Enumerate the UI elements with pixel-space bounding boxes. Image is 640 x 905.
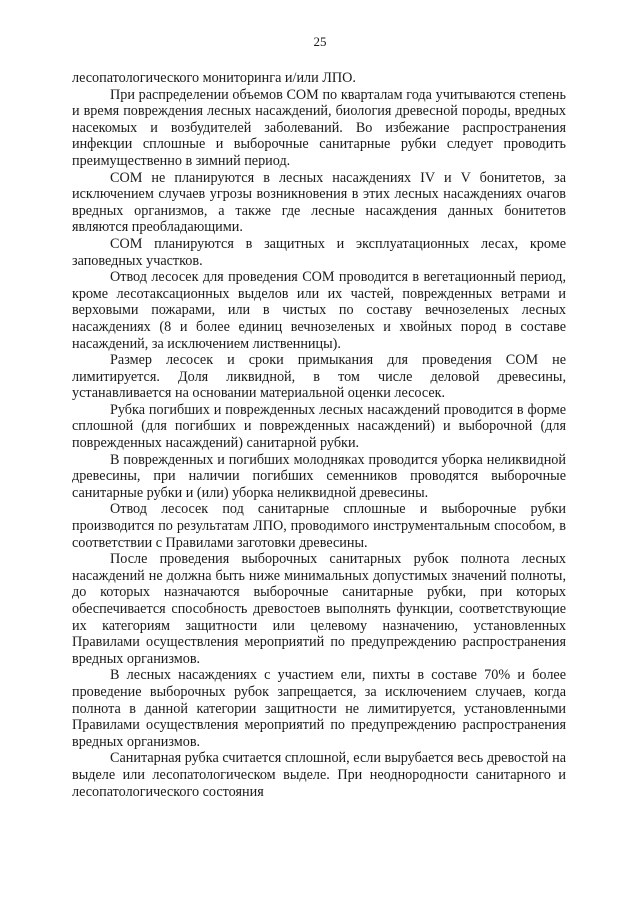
paragraph-allotment-period: Отвод лесосек для проведения СОМ проводится в вегетационный период, кроме лесотаксационных выделов или их частей, поврежденных ветрами и верховыми пожарами, или в чистых по составу вечнозеленых лесных насаждениях (8 и более единиц вечнозеленых и хвойных пород в составе насаждений, за исключением лиственницы). [72, 269, 566, 352]
paragraph-protective-forests: СОМ планируются в защитных и эксплуатационных лесах, кроме заповедных участков. [72, 235, 566, 269]
paragraph-spruce-fir: В лесных насаждениях с участием ели, пихты в составе 70% и более проведение выборочных рубок запрещается, за исключением случаев, когда полнота в данной категории защитности не лимитируется, установленными Правилами осуществления мероприятий по предупреждению распространения вредных организмов. [72, 667, 566, 750]
paragraph-allotment-size: Размер лесосек и сроки примыкания для проведения СОМ не лимитируется. Доля ликвидной, в том числе деловой древесины, устанавливается на основании материальной оценки лесосек. [72, 352, 566, 402]
page-number: 25 [313, 34, 327, 49]
paragraph-allotment-lpo: Отвод лесосек под санитарные сплошные и выборочные рубки производится по результатам ЛПО, проводимого инструментальным способом, в соответствии с Правилами заготовки древесины. [72, 501, 566, 551]
paragraph-som-distribution: При распределении объемов СОМ по кварталам года учитываются степень и время повреждения лесных насаждений, биология древесной породы, вредных насекомых и возбудителей заболеваний. Во избежание распространения инфекции сплошные и выборочные санитарные рубки следует проводить преимущественно в зимний период. [72, 86, 566, 169]
paragraph-felling-forms: Рубка погибших и поврежденных лесных насаждений проводится в форме сплошной (для погибших и поврежденных насаждений) и выборочной (для поврежденных насаждений) санитарной рубки. [72, 401, 566, 452]
paragraph-young-stands: В поврежденных и погибших молодняках проводится уборка неликвидной древесины, при наличии погибших семенников проводятся выборочные санитарные рубки и (или) уборка неликвидной древесины. [72, 451, 566, 501]
paragraph-clear-cutting: Санитарная рубка считается сплошной, если вырубается весь древостой на выделе или лесопатологическом выделе. При неоднородности санитарного и лесопатологического состояния [72, 750, 566, 800]
paragraph-bonitet-exclusion: СОМ не планируются в лесных насаждениях IV и V бонитетов, за исключением случаев угрозы возникновения в этих лесных насаждениях очагов вредных организмов, а также где лесные насаждения данных бонитетов являются преобладающими. [72, 169, 566, 236]
document-body [72, 70, 566, 800]
paragraph-continuation: лесопатологического мониторинга и/или ЛПО. [72, 70, 356, 86]
paragraph-stand-density: После проведения выборочных санитарных рубок полнота лесных насаждений не должна быть ниже минимальных допустимых значений полноты, до которых назначаются выборочные санитарные рубки, при которых обеспечивается способность древостоев выполнять функции, соответствующие их категориям защитности или целевому назначению, установленных Правилами осуществления мероприятий по предупреждению распространения вредных организмов. [72, 551, 566, 667]
